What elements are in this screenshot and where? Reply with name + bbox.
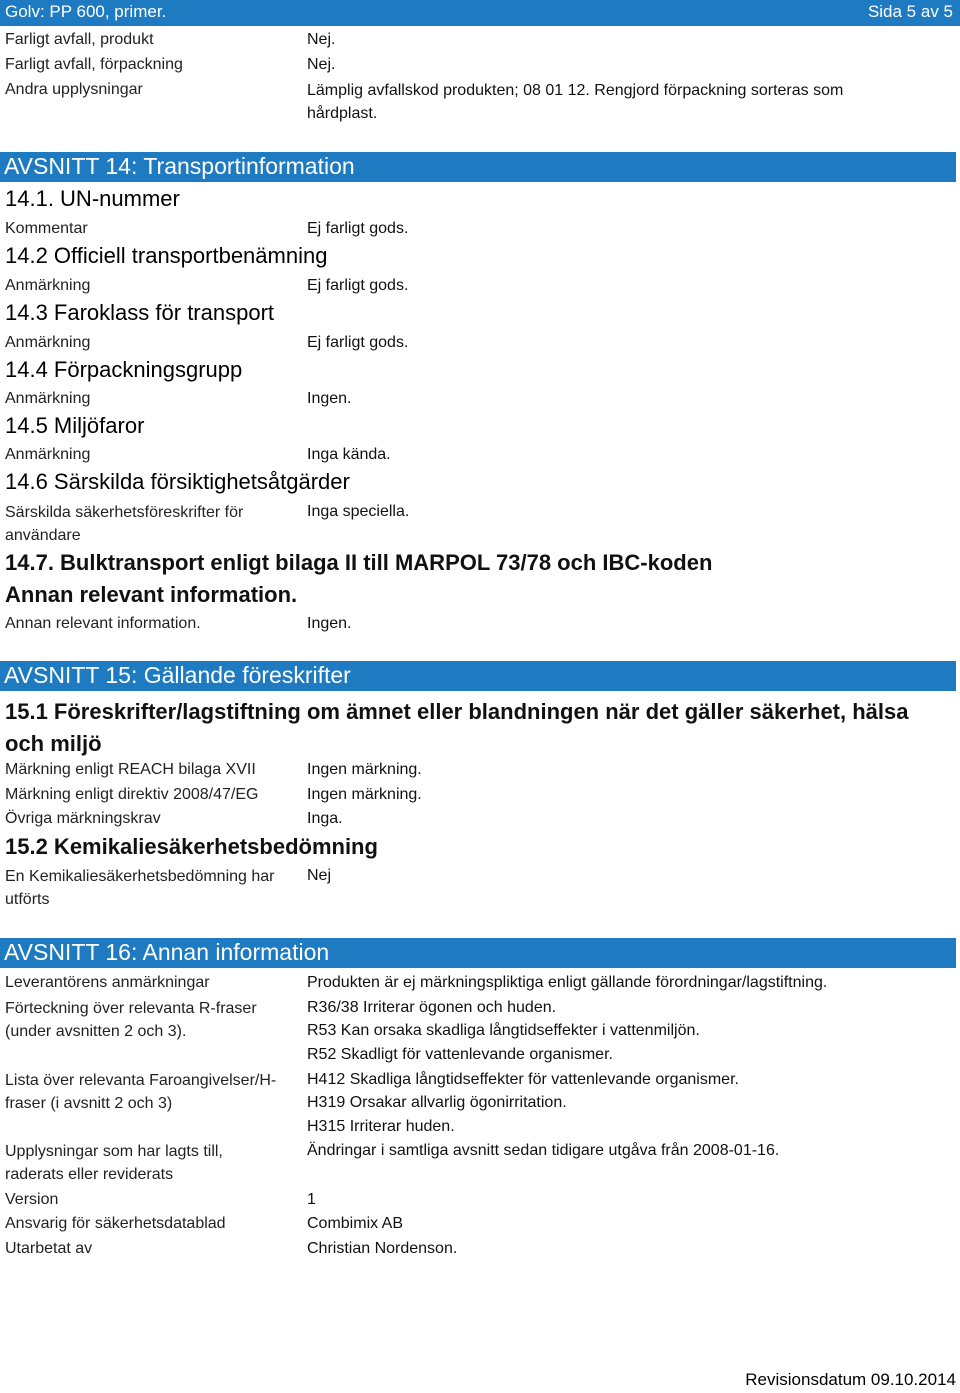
heading-14-7: 14.7. Bulktransport enligt bilaga II till MARPOL 73/78 och IBC-koden [5, 550, 713, 575]
label-directive-marking: Märkning enligt direktiv 2008/47/EG [5, 786, 259, 803]
heading-14-1: 14.1. UN-nummer [5, 186, 180, 211]
heading-15-1: 15.1 Föreskrifter/lagstiftning om ämnet eller blandningen när det gäller säkerhet, hälsa och miljö [5, 699, 909, 756]
label-supplier-remarks: Leverantörens anmärkningar [5, 974, 210, 991]
value-responsible: Combimix AB [307, 1215, 404, 1232]
value-remark-14-3: Ej farligt gods. [307, 334, 409, 351]
label-remark-14-5: Anmärkning [5, 446, 91, 463]
label-chemical-safety-assessment: En Kemikaliesäkerhetsbedömning har utförts [5, 868, 275, 908]
document-title: Golv: PP 600, primer. [5, 2, 167, 21]
section-15-header [0, 661, 956, 691]
value-prepared-by: Christian Nordenson. [307, 1240, 458, 1257]
section-16-header [0, 938, 956, 968]
document-footer [0, 1367, 960, 1393]
label-remark-14-2: Anmärkning [5, 277, 91, 294]
heading-14-4: 14.4 Förpackningsgrupp [5, 357, 243, 382]
r-phrase-3: R52 Skadligt för vattenlevande organismer. [307, 1046, 613, 1063]
r-phrase-2: R53 Kan orsaka skadliga långtidseffekter i vattenmiljön. [307, 1022, 700, 1039]
heading-14-5: 14.5 Miljöfaror [5, 413, 145, 438]
label-changes: Upplysningar som har lagts till, raderats eller reviderats [5, 1143, 223, 1183]
value-hazardous-waste-packaging: Nej. [307, 56, 336, 73]
label-r-phrases: Förteckning över relevanta R-fraser (under avsnitten 2 och 3). [5, 1000, 257, 1040]
value-other-info: Lämplig avfallskod produkten; 08 01 12. Rengjord förpackning sorteras som hårdplast. [307, 82, 844, 122]
label-prepared-by: Utarbetat av [5, 1240, 93, 1257]
revision-date: Revisionsdatum 09.10.2014 [745, 1370, 956, 1389]
label-version: Version [5, 1191, 59, 1208]
label-hazardous-waste-product: Farligt avfall, produkt [5, 31, 154, 48]
section-15-title: AVSNITT 15: Gällande föreskrifter [4, 662, 351, 688]
section-14-title: AVSNITT 14: Transportinformation [4, 153, 355, 179]
value-hazardous-waste-product: Nej. [307, 31, 336, 48]
heading-14-3: 14.3 Faroklass för transport [5, 300, 275, 325]
label-remark-14-4: Anmärkning [5, 390, 91, 407]
value-chemical-safety-assessment: Nej [307, 867, 332, 884]
heading-14-2: 14.2 Officiell transportbenämning [5, 243, 328, 268]
label-comment: Kommentar [5, 220, 88, 237]
value-other-marking: Inga. [307, 810, 343, 827]
value-remark-14-5: Inga kända. [307, 446, 391, 463]
h-phrase-1: H412 Skadliga långtidseffekter för vattenlevande organismer. [307, 1071, 739, 1088]
document-header-bar [0, 0, 960, 26]
value-supplier-remarks: Produkten är ej märkningspliktiga enligt gällande förordningar/lagstiftning. [307, 974, 828, 991]
value-other-relevant: Ingen. [307, 615, 352, 632]
h-phrase-3: H315 Irriterar huden. [307, 1118, 455, 1135]
label-other-relevant: Annan relevant information. [5, 615, 201, 632]
heading-other-relevant: Annan relevant information. [5, 582, 298, 607]
section-16-title: AVSNITT 16: Annan information [4, 939, 330, 965]
label-hazardous-waste-packaging: Farligt avfall, förpackning [5, 56, 183, 73]
h-phrase-2: H319 Orsakar allvarlig ögonirritation. [307, 1094, 567, 1111]
label-responsible: Ansvarig för säkerhetsdatablad [5, 1215, 226, 1232]
label-other-marking: Övriga märkningskrav [5, 810, 161, 827]
value-remark-14-2: Ej farligt gods. [307, 277, 409, 294]
label-h-phrases: Lista över relevanta Faroangivelser/H-fraser (i avsnitt 2 och 3) [5, 1072, 277, 1112]
label-remark-14-3: Anmärkning [5, 334, 91, 351]
value-changes: Ändringar i samtliga avsnitt sedan tidigare utgåva från 2008-01-16. [307, 1142, 780, 1159]
value-special-precautions: Inga speciella. [307, 503, 410, 520]
value-version: 1 [307, 1191, 316, 1208]
label-other-info: Andra upplysningar [5, 81, 143, 98]
label-reach-marking: Märkning enligt REACH bilaga XVII [5, 761, 256, 778]
page-number: Sida 5 av 5 [867, 2, 953, 21]
value-remark-14-4: Ingen. [307, 390, 352, 407]
value-reach-marking: Ingen märkning. [307, 761, 422, 778]
section-14-header [0, 152, 956, 182]
r-phrase-1: R36/38 Irriterar ögonen och huden. [307, 999, 557, 1016]
value-directive-marking: Ingen märkning. [307, 786, 422, 803]
value-comment: Ej farligt gods. [307, 220, 409, 237]
label-special-precautions: Särskilda säkerhetsföreskrifter för användare [5, 504, 244, 544]
heading-15-2: 15.2 Kemikaliesäkerhetsbedömning [5, 834, 378, 859]
heading-14-6: 14.6 Särskilda försiktighetsåtgärder [5, 469, 350, 494]
